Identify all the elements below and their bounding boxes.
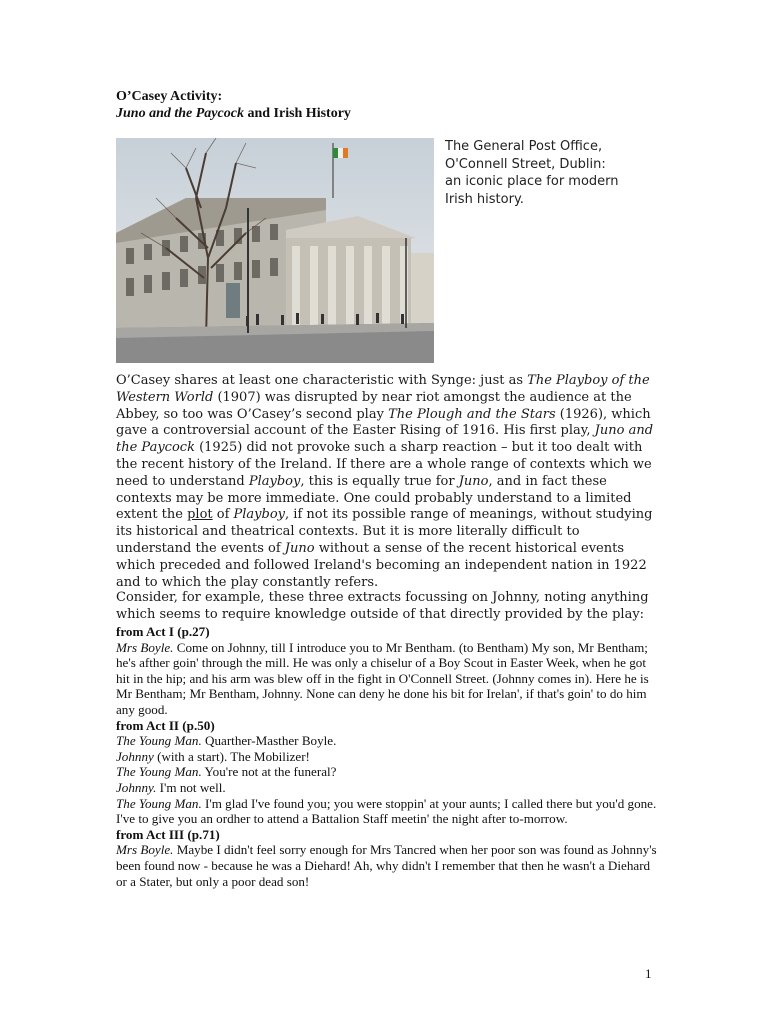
caption-line: an iconic place for modern: [445, 174, 619, 189]
dialogue-text: I'm not well.: [156, 779, 226, 795]
document-title: [116, 88, 351, 122]
text-run: (1925) did not provoke such a sharp reaction – but it too dealt with the recent history of the Ireland. If there are a whole range of contexts which we need to understand: [116, 440, 652, 489]
act3-extract: [116, 842, 661, 889]
act2-line: [116, 780, 661, 796]
speaker-name: The Young Man.: [116, 764, 202, 780]
play-title: The Plough and the Stars: [388, 406, 556, 422]
act2-heading: from Act II (p.50): [116, 717, 215, 733]
speaker-name: The Young Man.: [116, 795, 202, 811]
title-line-1: O’Casey Activity:: [116, 89, 223, 104]
play-title: Juno and the Paycock: [116, 423, 654, 456]
act2-line: [116, 764, 661, 780]
title-line-2-rest: and Irish History: [243, 106, 351, 121]
caption-line: O'Connell Street, Dublin:: [445, 156, 606, 172]
act1-heading: from Act I (p.27): [116, 624, 210, 639]
speaker-name: Mrs Boyle.: [116, 639, 174, 655]
text-run: , this is equally true for: [300, 473, 459, 489]
act1-extract: [116, 640, 661, 718]
play-title: Playboy: [248, 473, 301, 489]
text-run: of: [212, 507, 234, 523]
dialogue-text: (with a start). The Mobilizer!: [153, 748, 310, 764]
gpo-photo: [116, 138, 434, 363]
dialogue-text: I'm glad I've found you; you were stoppin' at your aunts; I called there but you'd gone. I've to give you an ordher to attend a Battalion Staff meetin' the night after to-morrow.: [116, 795, 657, 827]
dialogue-text: You're not at the funeral?: [201, 764, 337, 780]
act2-line: [116, 749, 661, 765]
caption-line: The General Post Office,: [445, 139, 603, 154]
play-title: Playboy: [233, 507, 286, 523]
text-run: (1907) was disrupted by near riot amongst the audience at the Abbey, so too was O’Casey’s second play: [116, 389, 632, 422]
intro-paragraph: [116, 373, 658, 591]
text-run: O’Casey shares at least one characteristic with Synge: just as: [116, 373, 528, 388]
dialogue-text: Maybe I didn't feel sorry enough for Mrs Tancred when her poor son was found as Johnny's been found now - because he was a Diehard! Ah, why didn't I remember that then he wasn't a Diehard or a Stater, but only a poor dead son!: [116, 842, 657, 889]
dialogue-text: Quarther-Masther Boyle.: [201, 733, 337, 749]
speaker-name: Johnny: [116, 748, 154, 764]
act2-line: [116, 796, 661, 827]
text-run: without a sense of the recent historical events which preceded and followed Ireland's becoming an independent nation in 1922 and to which the play constantly refers.: [116, 540, 647, 590]
underlined-word: plot: [187, 507, 213, 523]
gpo-photo-image: [116, 138, 434, 363]
page-number: 1: [645, 966, 652, 981]
act3-heading: from Act III (p.71): [116, 826, 220, 842]
photo-caption: [445, 138, 645, 208]
text-run: , if not its possible range of meanings, without studying its historical and theatrical contexts. But it is more literally difficult to understand the events of: [116, 507, 653, 556]
play-title: Juno: [458, 473, 489, 489]
speaker-name: The Young Man.: [116, 733, 202, 749]
play-title: Juno: [284, 540, 315, 556]
dialogue-text: Come on Johnny, till I introduce you to Mr Bentham. (to Bentham) My son, Mr Bentham; he's afther goin' through the mill. He was only a chiselur of a Boy Scout in Easter Week, when he got hit in the hip; and his arm was blew off in the fight in O'Connell Street. (Johnny comes in). Here he is Mr Bentham; Mr Bentham, Johnny. None can deny he done his bit for Irelan', if that's goin' to do him any good.: [116, 639, 649, 717]
act2-line: [116, 733, 661, 749]
text-run: (1926), which gave a controversial account of the Easter Rising of 1916. His first play,: [116, 406, 651, 439]
speaker-name: Johnny.: [116, 779, 157, 795]
extracts-intro-paragraph: Consider, for example, these three extracts focussing on Johnny, noting anything which seems to require knowledge outside of that directly provided by the play:: [116, 590, 649, 622]
speaker-name: Mrs Boyle.: [116, 842, 174, 858]
play-title: The Playboy of the Western World: [116, 373, 650, 405]
title-line-2: [116, 105, 351, 122]
text-run: , and in fact these contexts may be more immediate. One could probably understand to a limited extent the: [116, 473, 632, 523]
extracts-section: [116, 624, 661, 889]
title-play-name: Juno and the Paycock: [116, 106, 244, 121]
caption-line: Irish history.: [445, 191, 524, 207]
